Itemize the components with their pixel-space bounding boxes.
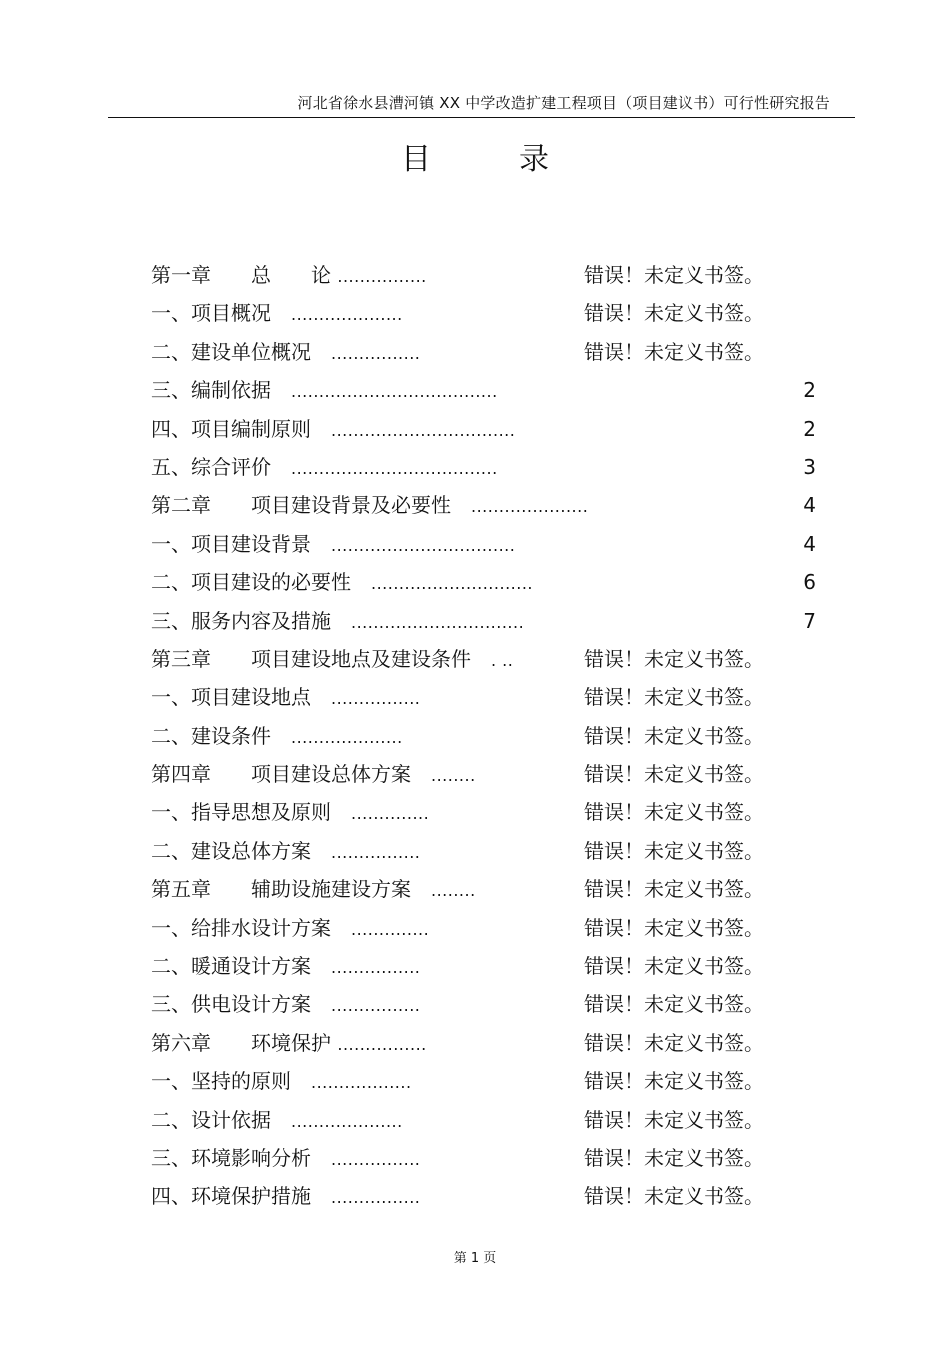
- toc-dot-leader: ........: [431, 766, 476, 786]
- toc-entry[interactable]: [151, 1177, 816, 1215]
- toc-page-ref: 3: [803, 454, 816, 479]
- toc-entry[interactable]: [151, 448, 816, 486]
- toc-entry-label: [151, 371, 498, 411]
- toc-page-ref: 2: [803, 416, 816, 441]
- toc-entry-text: 第三章 项目建设地点及建设条件: [151, 646, 471, 671]
- toc-page-ref: 错误！未定义书签。: [584, 1184, 764, 1209]
- toc-entry-label: [151, 793, 429, 833]
- toc-entry-label: [151, 717, 403, 757]
- toc-entry-text: 一、给排水设计方案: [151, 915, 331, 940]
- toc-entry-label: [151, 640, 513, 680]
- toc-entry-label: [151, 1177, 420, 1217]
- toc-entry[interactable]: [151, 1101, 816, 1139]
- toc-entry-text: 第六章 环境保护: [151, 1030, 331, 1055]
- toc-entry-gap: [311, 1146, 331, 1170]
- toc-entry[interactable]: [151, 909, 816, 947]
- toc-entry-label: [151, 448, 498, 488]
- toc-page-ref: 错误！未定义书签。: [584, 877, 764, 902]
- toc-dot-leader: ................: [331, 996, 421, 1016]
- toc-entry-label: [151, 1062, 412, 1102]
- toc-entry[interactable]: [151, 294, 816, 332]
- toc-page-ref: 错误！未定义书签。: [584, 1107, 764, 1132]
- toc-entry[interactable]: [151, 870, 816, 908]
- running-header: 河北省徐水县漕河镇 XX 中学改造扩建工程项目（项目建议书）可行性研究报告: [297, 94, 830, 112]
- toc-entry[interactable]: [151, 717, 816, 755]
- toc-page-ref: 4: [803, 531, 816, 556]
- toc-dot-leader: .............................: [371, 574, 533, 594]
- toc-entry-gap: [351, 570, 371, 594]
- toc-entry-gap: [271, 1108, 291, 1132]
- toc-entry-label: [151, 256, 427, 296]
- toc-entry-text: 五、综合评价: [151, 454, 271, 479]
- header-divider: [108, 117, 855, 118]
- toc-entry[interactable]: [151, 410, 816, 448]
- toc-entry-text: 四、项目编制原则: [151, 416, 311, 441]
- toc-dot-leader: ................: [331, 343, 421, 363]
- toc-entry-label: [151, 755, 476, 795]
- toc-page-ref: 错误！未定义书签。: [584, 800, 764, 825]
- toc-dot-leader: ........: [431, 881, 476, 901]
- toc-entry-text: 二、设计依据: [151, 1107, 271, 1132]
- toc-entry-gap: [291, 1069, 311, 1093]
- toc-entry-text: 一、项目建设地点: [151, 685, 311, 710]
- toc-entry-text: 二、建设总体方案: [151, 838, 311, 863]
- toc-dot-leader: ................: [337, 1034, 427, 1054]
- toc-page-ref: 7: [803, 608, 816, 633]
- toc-dot-leader: ................: [331, 958, 421, 978]
- toc-entry-label: [151, 410, 515, 450]
- toc-entry-label: [151, 602, 524, 642]
- toc-page-ref: 错误！未定义书签。: [584, 685, 764, 710]
- toc-entry[interactable]: [151, 256, 816, 294]
- toc-entry-gap: [411, 877, 431, 901]
- toc-entry-text: 一、指导思想及原则: [151, 800, 331, 825]
- toc-entry[interactable]: [151, 947, 816, 985]
- toc-dot-leader: . ..: [491, 650, 514, 670]
- toc-entry[interactable]: [151, 640, 816, 678]
- toc-page-ref: 6: [803, 570, 816, 595]
- toc-page-ref: 2: [803, 378, 816, 403]
- toc-page-ref: 4: [803, 493, 816, 518]
- page-footer: 第 1 页: [453, 1251, 497, 1266]
- toc-entry-label: [151, 947, 420, 987]
- toc-page-ref: 错误！未定义书签。: [584, 762, 764, 787]
- toc-entry-text: 第四章 项目建设总体方案: [151, 762, 411, 787]
- toc-entry[interactable]: [151, 525, 816, 563]
- document-title: 目录: [401, 142, 637, 177]
- toc-entry-label: [151, 294, 403, 334]
- toc-entry[interactable]: [151, 1139, 816, 1177]
- toc-entry-text: 一、项目概况: [151, 301, 271, 326]
- toc-entry-gap: [471, 647, 491, 671]
- toc-entry-label: [151, 909, 429, 949]
- toc-entry-gap: [311, 340, 331, 364]
- toc-entry[interactable]: [151, 486, 816, 524]
- toc-entry-gap: [271, 301, 291, 325]
- toc-entry-text: 三、供电设计方案: [151, 992, 311, 1017]
- toc-dot-leader: .....................................: [291, 458, 498, 478]
- toc-page-ref: 错误！未定义书签。: [584, 339, 764, 364]
- toc-entry-text: 二、项目建设的必要性: [151, 570, 351, 595]
- toc-entry[interactable]: [151, 1062, 816, 1100]
- toc-entry-gap: [331, 609, 351, 633]
- toc-dot-leader: ..............: [351, 919, 430, 939]
- toc-entry-gap: [271, 378, 291, 402]
- toc-entry-label: [151, 678, 420, 718]
- toc-entry-text: 第五章 辅助设施建设方案: [151, 877, 411, 902]
- toc-entry-text: 二、建设单位概况: [151, 339, 311, 364]
- toc-entry-label: [151, 985, 420, 1025]
- toc-page-ref: 错误！未定义书签。: [584, 1069, 764, 1094]
- toc-entry-gap: [271, 455, 291, 479]
- toc-page-ref: 错误！未定义书签。: [584, 915, 764, 940]
- toc-entry-gap: [271, 724, 291, 748]
- toc-page-ref: 错误！未定义书签。: [584, 1145, 764, 1170]
- toc-dot-leader: ..............: [351, 804, 430, 824]
- toc-entry-gap: [451, 493, 471, 517]
- toc-entry[interactable]: [151, 755, 816, 793]
- toc-entry-text: 第二章 项目建设背景及必要性: [151, 493, 451, 518]
- toc-entry-label: [151, 525, 515, 565]
- toc-entry-label: [151, 486, 588, 526]
- toc-entry[interactable]: [151, 832, 816, 870]
- table-of-contents: [151, 256, 816, 1216]
- toc-entry[interactable]: [151, 678, 816, 716]
- toc-page-ref: 错误！未定义书签。: [584, 646, 764, 671]
- toc-page-ref: 错误！未定义书签。: [584, 263, 764, 287]
- toc-entry-gap: [331, 916, 351, 940]
- toc-page-ref: 错误！未定义书签。: [584, 954, 764, 979]
- toc-entry-label: [151, 832, 420, 872]
- toc-entry-gap: [311, 839, 331, 863]
- toc-entry-label: [151, 1024, 427, 1064]
- toc-dot-leader: .................................: [331, 535, 516, 555]
- toc-entry[interactable]: [151, 333, 816, 371]
- toc-dot-leader: ................: [337, 267, 427, 286]
- toc-dot-leader: ....................: [291, 1111, 403, 1131]
- toc-entry-label: [151, 563, 533, 603]
- toc-entry[interactable]: [151, 985, 816, 1023]
- toc-dot-leader: .................................: [331, 420, 516, 440]
- toc-page-ref: 错误！未定义书签。: [584, 838, 764, 863]
- toc-dot-leader: .....................................: [291, 382, 498, 402]
- toc-page-ref: 错误！未定义书签。: [584, 992, 764, 1017]
- toc-entry-gap: [311, 417, 331, 441]
- toc-entry-text: 第一章 总 论: [151, 263, 331, 287]
- toc-entry[interactable]: [151, 793, 816, 831]
- toc-entry-gap: [411, 762, 431, 786]
- toc-dot-leader: .....................: [471, 497, 589, 517]
- toc-entry-label: [151, 1101, 403, 1141]
- toc-entry[interactable]: [151, 1024, 816, 1062]
- toc-entry-text: 二、暖通设计方案: [151, 954, 311, 979]
- toc-entry-text: 一、坚持的原则: [151, 1069, 291, 1094]
- toc-entry-text: 一、项目建设背景: [151, 531, 311, 556]
- toc-dot-leader: ..................: [311, 1073, 412, 1093]
- toc-entry-gap: [311, 992, 331, 1016]
- toc-entry-label: [151, 870, 476, 910]
- toc-entry-gap: [331, 800, 351, 824]
- toc-dot-leader: ....................: [291, 305, 403, 325]
- toc-dot-leader: ................: [331, 842, 421, 862]
- toc-entry-text: 三、环境影响分析: [151, 1145, 311, 1170]
- toc-entry[interactable]: [151, 563, 816, 601]
- toc-entry[interactable]: [151, 602, 816, 640]
- toc-entry[interactable]: [151, 371, 816, 409]
- toc-entry-gap: [311, 1184, 331, 1208]
- toc-entry-text: 三、服务内容及措施: [151, 608, 331, 633]
- toc-dot-leader: ................: [331, 689, 421, 709]
- toc-entry-text: 二、建设条件: [151, 723, 271, 748]
- toc-entry-gap: [311, 954, 331, 978]
- toc-page-ref: 错误！未定义书签。: [584, 723, 764, 748]
- toc-entry-gap: [311, 685, 331, 709]
- toc-entry-text: 三、编制依据: [151, 378, 271, 403]
- toc-entry-gap: [311, 532, 331, 556]
- toc-entry-text: 四、环境保护措施: [151, 1184, 311, 1209]
- toc-dot-leader: ...............................: [351, 612, 525, 632]
- toc-dot-leader: ................: [331, 1149, 421, 1169]
- toc-dot-leader: ................: [331, 1188, 421, 1208]
- toc-page-ref: 错误！未定义书签。: [584, 1030, 764, 1055]
- toc-entry-label: [151, 1139, 420, 1179]
- toc-page-ref: 错误！未定义书签。: [584, 301, 764, 326]
- toc-dot-leader: ....................: [291, 727, 403, 747]
- toc-entry-label: [151, 333, 420, 373]
